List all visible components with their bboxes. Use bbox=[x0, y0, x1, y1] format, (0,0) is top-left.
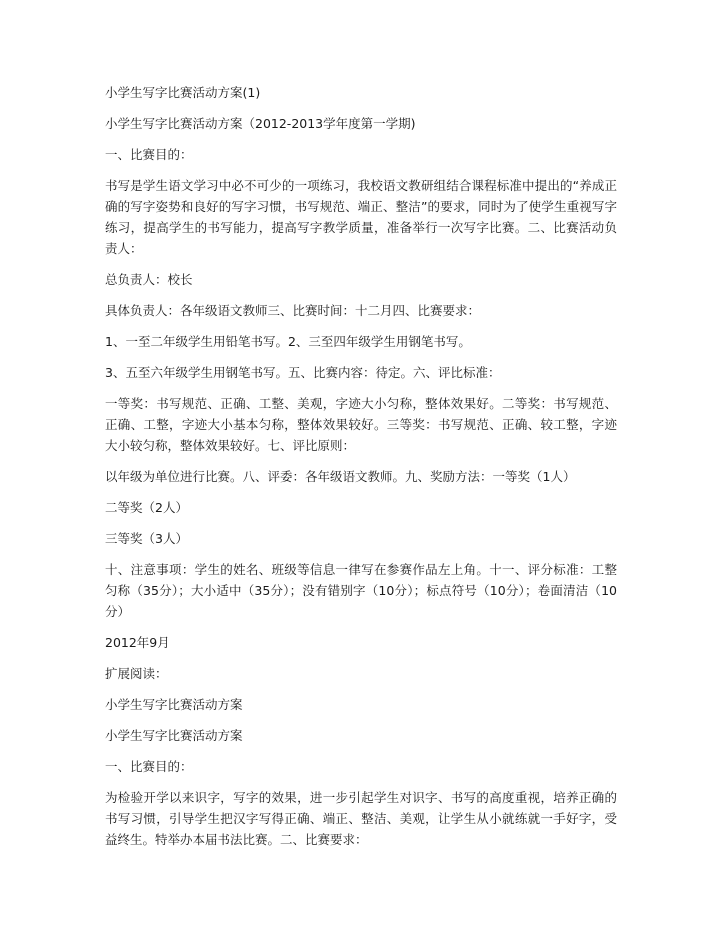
document-page bbox=[105, 82, 617, 860]
body-paragraph: 具体负责人：各年级语文教师三、比赛时间：十二月四、比赛要求： bbox=[105, 303, 481, 318]
doc-title: 小学生写字比赛活动方案(1) bbox=[105, 85, 261, 100]
body-paragraph: 书写是学生语文学习中必不可少的一项练习，我校语文教研组结合课程标准中提出的“养成正确的写字姿势和良好的写字习惯，书写规范、端正、整洁”的要求，同时为了使学生重视写字练习，提高学生的书写能力，提高写字教学质量，准备举行一次写字比赛。二、比赛活动负责人： bbox=[105, 178, 617, 256]
body-paragraph: 为检验开学以来识字，写字的效果，进一步引起学生对识字、书写的高度重视，培养正确的书写习惯，引导学生把汉字写得正确、端正、整洁、美观，让学生从小就练就一手好字，受益终生。特举办本届书法比赛。二、比赛要求： bbox=[105, 790, 617, 847]
extended-title: 小学生写字比赛活动方案 bbox=[105, 697, 243, 712]
body-paragraph: 三等奖（3人） bbox=[105, 531, 188, 546]
body-paragraph: 以年级为单位进行比赛。八、评委：各年级语文教师。九、奖励方法：一等奖（1人） bbox=[105, 469, 576, 484]
extended-subtitle: 小学生写字比赛活动方案 bbox=[105, 728, 243, 743]
date-line: 2012年9月 bbox=[105, 635, 170, 650]
doc-subtitle: 小学生写字比赛活动方案（2012-2013学年度第一学期) bbox=[105, 116, 416, 131]
body-paragraph: 总负责人：校长 bbox=[105, 272, 193, 287]
section-heading: 一、比赛目的： bbox=[105, 759, 193, 774]
section-heading: 一、比赛目的： bbox=[105, 147, 193, 162]
extended-reading-label: 扩展阅读： bbox=[105, 666, 168, 681]
body-paragraph: 二等奖（2人） bbox=[105, 500, 188, 515]
body-paragraph: 十、注意事项：学生的姓名、班级等信息一律写在参赛作品左上角。十一、评分标准：工整匀称（35分）；大小适中（35分）；没有错别字（10分）；标点符号（10分）；卷面清洁（10分） bbox=[105, 562, 617, 619]
body-paragraph: 一等奖：书写规范、正确、工整、美观，字迹大小匀称，整体效果好。二等奖：书写规范、正确、工整，字迹大小基本匀称，整体效果较好。三等奖：书写规范、正确、较工整，字迹大小较匀称，整体效果较好。七、评比原则： bbox=[105, 396, 617, 453]
body-paragraph: 3、五至六年级学生用钢笔书写。五、比赛内容：待定。六、评比标准： bbox=[105, 365, 501, 380]
body-paragraph: 1、一至二年级学生用铅笔书写。2、三至四年级学生用钢笔书写。 bbox=[105, 334, 471, 349]
